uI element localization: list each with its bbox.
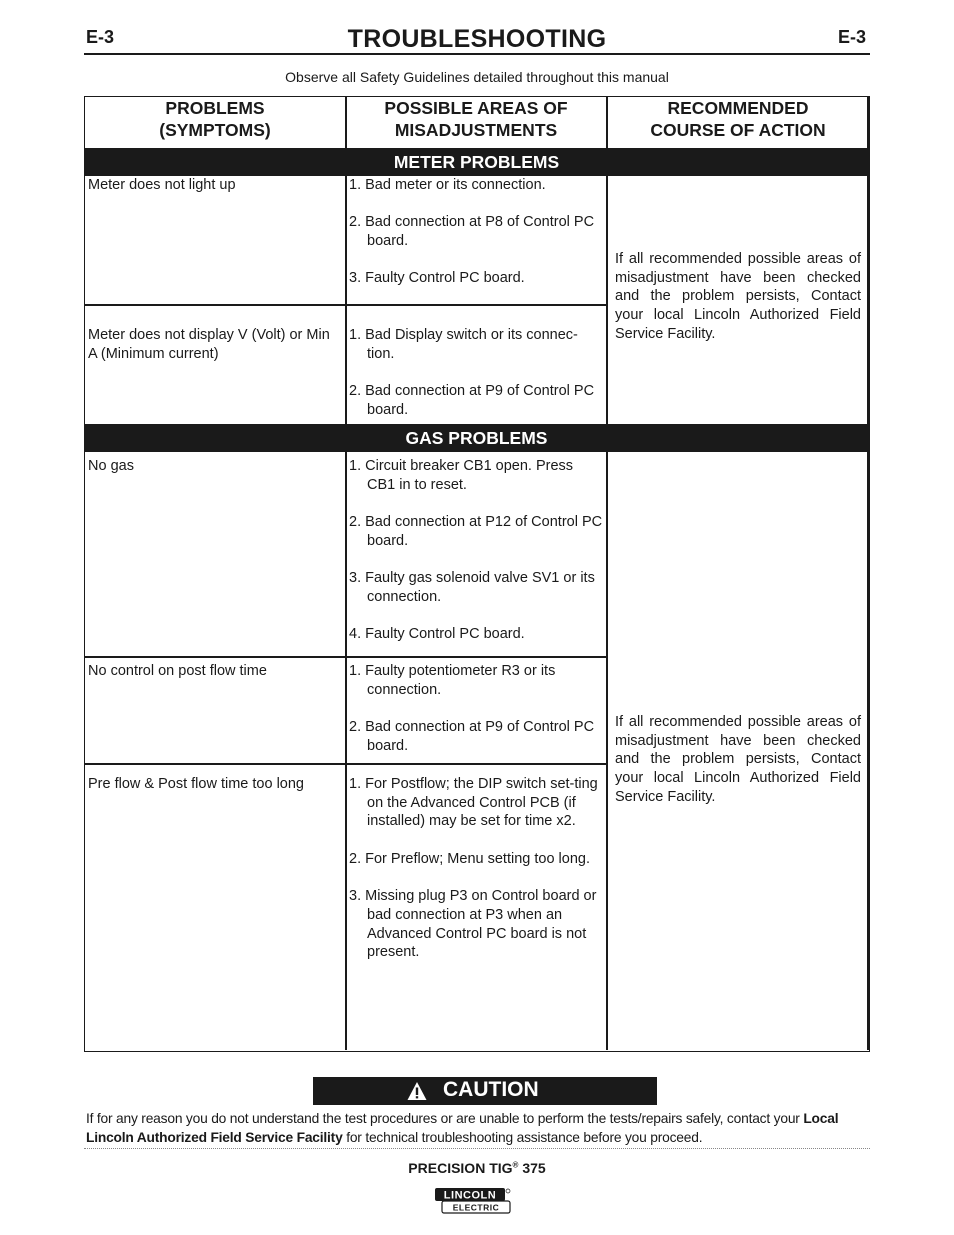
cause-item: 1. For Postflow; the DIP switch set-ting on the Advanced Control PCB (if installed) may be set for time x2. (349, 776, 598, 830)
header-line: RECOMMENDED (667, 98, 809, 118)
cause-item: 2. Bad connection at P9 of Control PC board. (349, 383, 595, 418)
column-header-problems (86, 97, 344, 141)
symptom-cell: No gas (88, 458, 134, 474)
caution-banner (313, 1077, 657, 1105)
cause-item: 1. Bad meter or its connection. (349, 177, 546, 193)
cause-item: 3. Missing plug P3 on Control board or bad connection at P3 when an Advanced Control PC board is not present. (349, 888, 597, 961)
product-name (0, 1160, 954, 1176)
cause-item: 2. Bad connection at P8 of Control PC board. (349, 214, 595, 250)
caution-label: CAUTION (443, 1078, 539, 1101)
page-code-left: E-3 (86, 27, 115, 47)
cause-item: 3. Faulty gas solenoid valve SV1 or its connection. (349, 570, 595, 605)
cause-item: 2. Bad connection at P12 of Control PC board. (349, 514, 603, 549)
causes-cell (349, 662, 605, 774)
page-code-right: E-3 (838, 27, 867, 47)
row-divider (85, 763, 607, 765)
product-model: 375 (522, 1160, 546, 1176)
title-divider (84, 53, 870, 55)
svg-text:LINCOLN: LINCOLN (443, 1189, 497, 1202)
header-line: MISADJUSTMENTS (394, 120, 558, 140)
causes-cell (349, 457, 605, 663)
action-cell: If all recommended possible areas of misadjustment have been checked and the problem persists, Contact your local Lincoln Authorized Field Service Facility. (615, 251, 861, 342)
header-line: (SYMPTOMS) (159, 120, 271, 140)
symptom-cell: Meter does not light up (88, 177, 236, 193)
header-line: COURSE OF ACTION (650, 120, 826, 140)
symptom-cell: Pre flow & Post flow time too long (88, 776, 304, 792)
cause-item: 1. Bad Display switch or its connec-tion. (349, 327, 578, 362)
caution-text-part: If for any reason you do not understand the test procedures or are unable to perform the tests/repairs safely, contact your (86, 1111, 804, 1126)
caution-text-part: for technical troubleshooting assistance before you proceed. (342, 1130, 703, 1145)
caution-text (86, 1109, 872, 1147)
cause-item: 4. Faulty Control PC board. (349, 626, 525, 643)
section-band-gas: GAS PROBLEMS (85, 424, 868, 452)
cause-item: 2. Bad connection at P9 of Control PC board. (349, 719, 595, 754)
svg-text:ELECTRIC: ELECTRIC (452, 1202, 500, 1213)
registered-mark: ® (512, 1160, 519, 1170)
causes-cell (349, 326, 605, 438)
product-name-text: PRECISION TIG (408, 1160, 513, 1176)
page-title: TROUBLESHOOTING (347, 25, 607, 53)
causes-cell (349, 176, 605, 307)
cause-item: 3. Faulty Control PC board. (349, 270, 525, 287)
header-line: PROBLEMS (165, 98, 265, 118)
column-header-action (608, 97, 868, 141)
section-band-meter: METER PROBLEMS (85, 148, 868, 176)
footer-divider (84, 1148, 870, 1149)
cause-item: 1. Circuit breaker CB1 open. Press CB1 in to reset. (349, 458, 574, 493)
column-header-misadjustments (347, 97, 605, 141)
cause-item: 1. Faulty potentiometer R3 or its connection. (349, 663, 556, 698)
action-cell: If all recommended possible areas of misadjustment have been checked and the problem persists, Contact your local Lincoln Authorized Field Service Facility. (615, 714, 861, 805)
column-divider (867, 97, 869, 1050)
safety-note: Observe all Safety Guidelines detailed throughout this manual (285, 69, 669, 85)
symptom-cell: Meter does not display V (Volt) or Min A (Minimum current) (88, 327, 330, 362)
lincoln-electric-logo (434, 1187, 511, 1215)
row-divider (85, 304, 607, 306)
caution-text-emphasis: Local Lincoln Authorized Field Service Facility (86, 1111, 839, 1145)
warning-icon (407, 1081, 427, 1101)
column-divider (606, 97, 608, 1050)
cause-item: 2. For Preflow; Menu setting too long. (349, 850, 590, 867)
symptom-cell: No control on post flow time (88, 663, 267, 679)
header-line: POSSIBLE AREAS OF (384, 98, 568, 118)
row-divider (85, 656, 607, 658)
causes-cell (349, 775, 605, 981)
column-divider (345, 97, 347, 1050)
